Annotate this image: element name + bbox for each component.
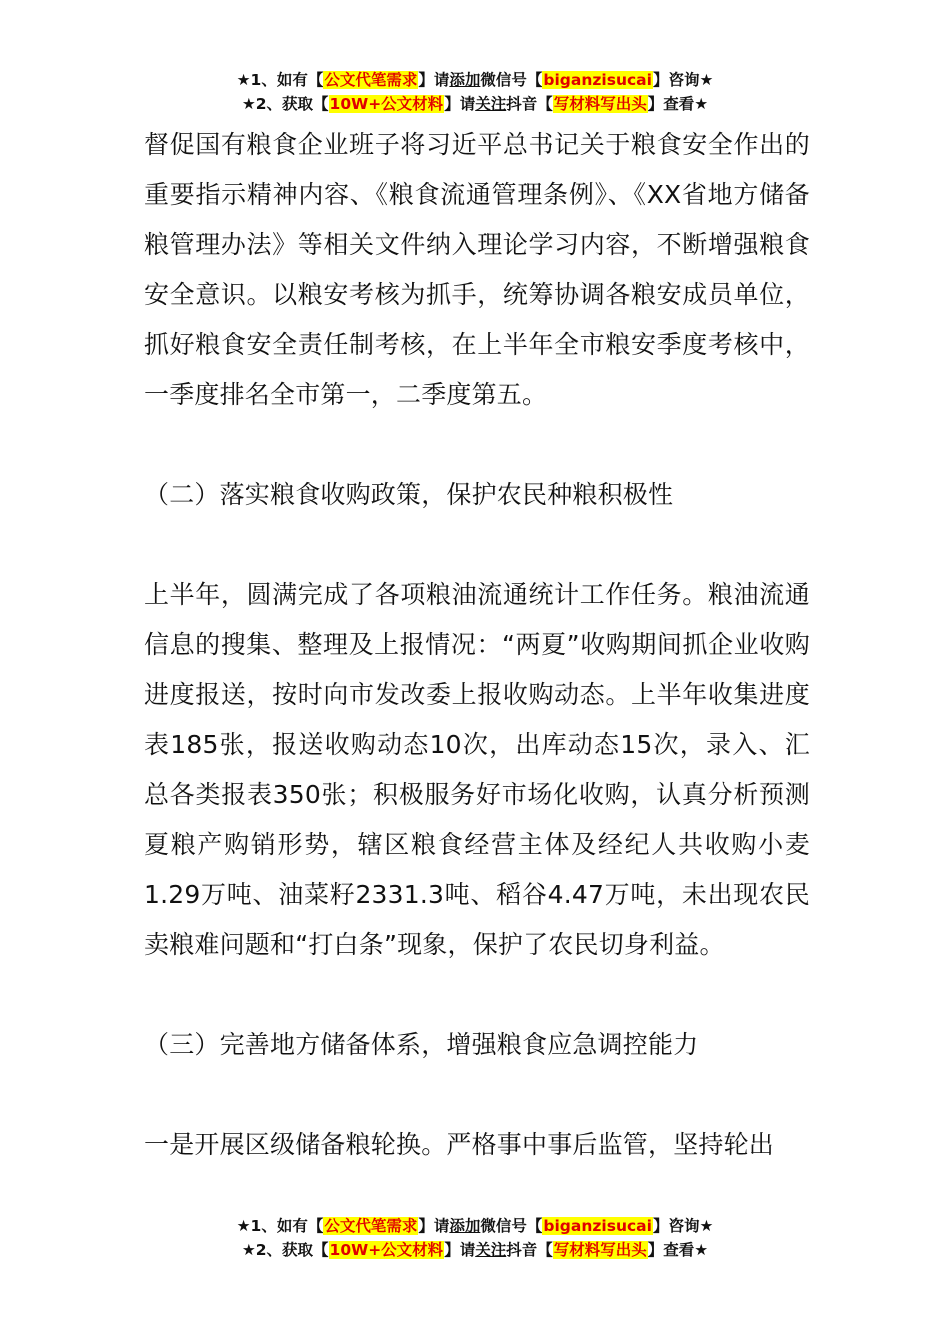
banner-line-2: ★2、获取【10W+公文材料】请关注抖音【写材料写出头】查看★ [241,1241,709,1259]
section-heading-3: （三）完善地方储备体系，增强粮食应急调控能力 [144,1030,699,1059]
section-heading-2: （二）落实粮食收购政策，保护农民种粮积极性 [144,480,674,509]
paragraph-3: 一是开展区级储备粮轮换。严格事中事后监管，坚持轮出 [144,1130,775,1159]
banner-line-1: ★1、如有【公文代笔需求】请添加微信号【biganzisucai】咨询★ [236,1217,714,1235]
paragraph-1: 督促国有粮食企业班子将习近平总书记关于粮食安全作出的重要指示精神内容、《粮食流通管理条例》、《XX省地方储备粮管理办法》等相关文件纳入理论学习内容，不断增强粮食安全意识。以粮安考核为抓手，统筹协调各粮安成员单位，抓好粮食安全责任制考核，在上半年全市粮安季度考核中，一季度排名全市第一，二季度第五。 [144,130,810,409]
banner-highlight: 公文代笔需求 [324,1217,418,1235]
banner-line-2: ★2、获取【10W+公文材料】请关注抖音【写材料写出头】查看★ [241,95,709,113]
banner-douyin-id: 写材料写出头 [553,1241,647,1259]
footer-banner [0,1214,950,1262]
banner-highlight: 10W+公文材料 [329,1241,444,1259]
banner-wechat-id: biganzisucai [543,1217,652,1235]
banner-douyin-id: 写材料写出头 [553,95,647,113]
banner-wechat-id: biganzisucai [543,71,652,89]
banner-highlight: 10W+公文材料 [329,95,444,113]
banner-line-1: ★1、如有【公文代笔需求】请添加微信号【biganzisucai】咨询★ [236,71,714,89]
header-banner [0,68,950,116]
paragraph-2: 上半年，圆满完成了各项粮油流通统计工作任务。粮油流通信息的搜集、整理及上报情况：“两夏”收购期间抓企业收购进度报送，按时向市发改委上报收购动态。上半年收集进度表185张，报送收购动态10次，出库动态15次，录入、汇总各类报表350张；积极服务好市场化收购，认真分析预测夏粮产购销形势，辖区粮食经营主体及经纪人共收购小麦1.29万吨、油菜籽2331.3吨、稻谷4.47万吨，未出现农民卖粮难问题和“打白条”现象，保护了农民切身利益。 [144,580,810,959]
document-body [144,120,810,1170]
banner-highlight: 公文代笔需求 [324,71,418,89]
